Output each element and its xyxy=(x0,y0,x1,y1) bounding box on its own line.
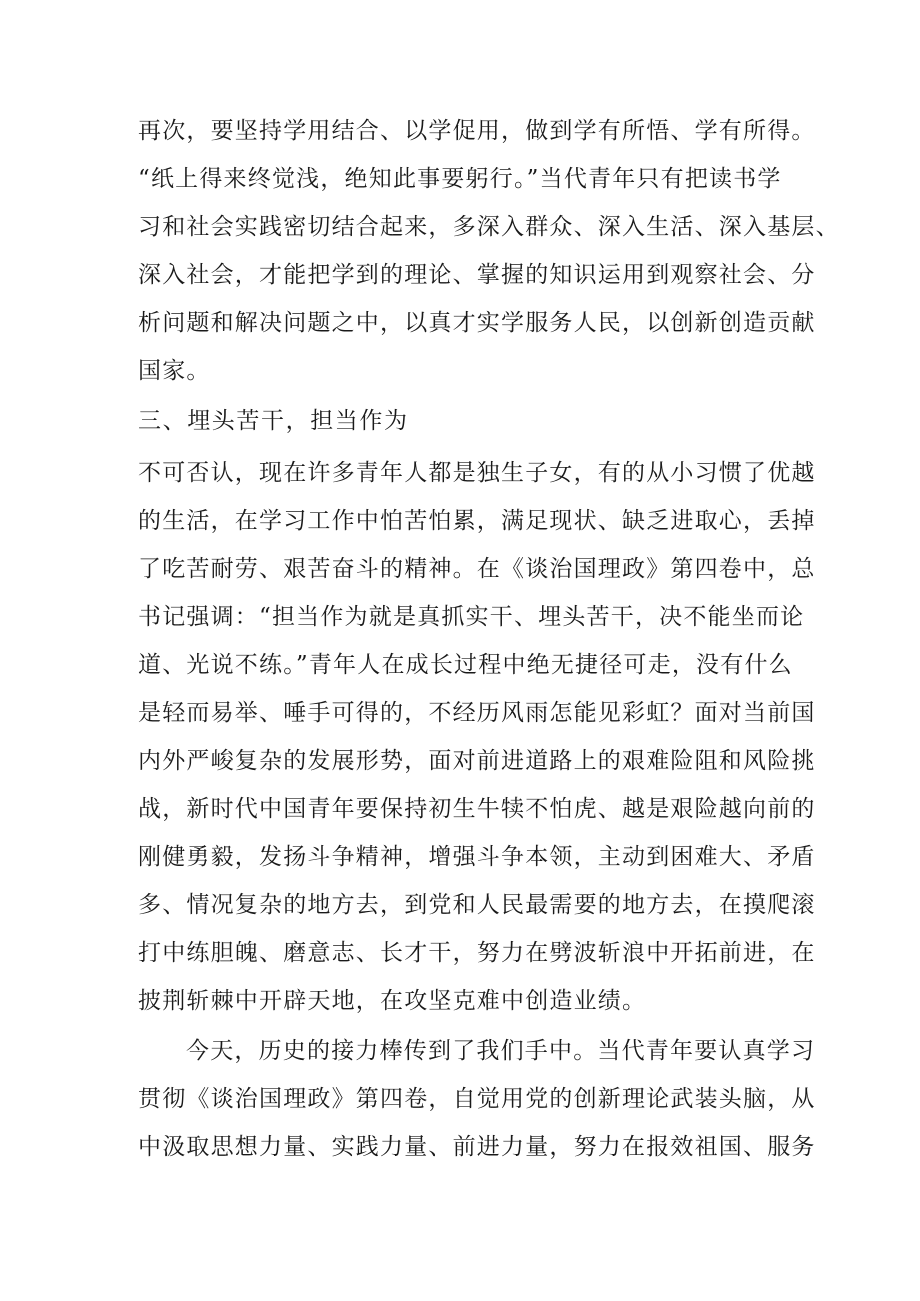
paragraph-line: 的生活，在学习工作中怕苦怕累，满足现状、缺乏进取心，丢掉 xyxy=(138,508,816,534)
paragraph-line: 道、光说不练。”青年人在成长过程中绝无捷径可走，没有什么 xyxy=(138,652,793,678)
paragraph-line: 披荆斩棘中开辟天地，在攻坚克难中创造业绩。 xyxy=(138,988,647,1014)
paragraph-line: 析问题和解决问题之中，以真才实学服务人民，以创新创造贡献 xyxy=(138,310,816,336)
paragraph-line: 贯彻《谈治国理政》第四卷，自觉用党的创新理论武装头脑，从 xyxy=(138,1086,816,1112)
paragraph-line: 书记强调：“担当作为就是真抓实干、埋头苦干，决不能坐而论 xyxy=(138,604,805,630)
paragraph-line: “纸上得来终觉浅，绝知此事要躬行。”当代青年只有把读书学 xyxy=(138,166,782,192)
paragraph-line: 刚健勇毅，发扬斗争精神，增强斗争本领，主动到困难大、矛盾 xyxy=(138,844,816,870)
paragraph-line: 再次，要坚持学用结合、以学促用，做到学有所悟、学有所得。 xyxy=(138,118,816,144)
paragraph-line: 打中练胆魄、磨意志、长才干，努力在劈波斩浪中开拓前进，在 xyxy=(138,940,816,966)
paragraph-line: 了吃苦耐劳、艰苦奋斗的精神。在《谈治国理政》第四卷中，总 xyxy=(138,556,816,582)
paragraph-line: 不可否认，现在许多青年人都是独生子女，有的从小习惯了优越 xyxy=(138,460,816,486)
paragraph-line: 习和社会实践密切结合起来，多深入群众、深入生活、深入基层、 xyxy=(138,214,840,240)
paragraph-line: 是轻而易举、唾手可得的，不经历风雨怎能见彩虹？面对当前国 xyxy=(138,700,816,726)
paragraph-line: 中汲取思想力量、实践力量、前进力量，努力在报效祖国、服务 xyxy=(138,1134,816,1160)
paragraph-line: 内外严峻复杂的发展形势，面对前进道路上的艰难险阻和风险挑 xyxy=(138,748,816,774)
paragraph-line: 深入社会，才能把学到的理论、掌握的知识运用到观察社会、分 xyxy=(138,262,816,288)
paragraph-line: 国家。 xyxy=(138,358,211,384)
paragraph-line: 多、情况复杂的地方去，到党和人民最需要的地方去，在摸爬滚 xyxy=(138,892,816,918)
paragraph-line: 战，新时代中国青年要保持初生牛犊不怕虎、越是艰险越向前的 xyxy=(138,796,816,822)
section-heading: 三、埋头苦干，担当作为 xyxy=(138,408,409,434)
paragraph-line: 今天，历史的接力棒传到了我们手中。当代青年要认真学习 xyxy=(186,1038,816,1064)
